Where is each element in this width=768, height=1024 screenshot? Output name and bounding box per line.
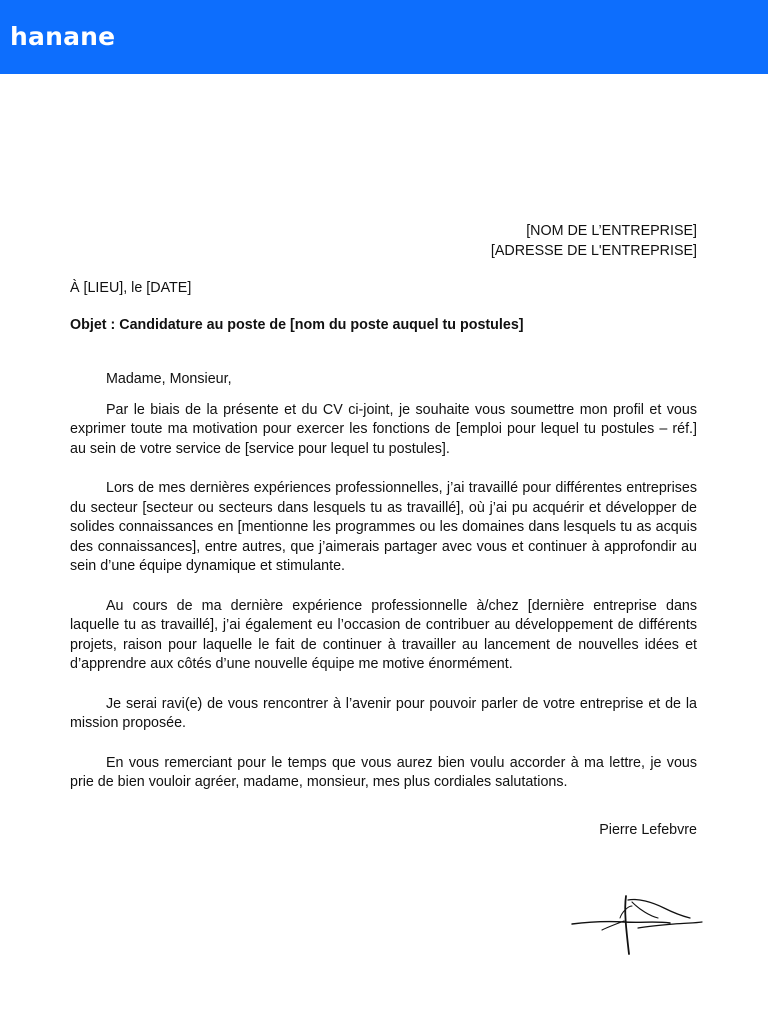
document-owner-name: hanane <box>10 22 116 51</box>
paragraph-experience: Lors de mes dernières expériences professionnelles, j’ai travaillé pour différentes entreprises du secteur [secteur ou secteurs dans lesquels tu as travaillé], où j’ai pu acquérir et développer de solides connaissances en [mentionne les programmes ou les domaines dans lesquels tu as acquis des connaissances], entre autres, que j’aimerais partager avec vous et continuer à approfondir au sein d’une équipe dynamique et stimulante. <box>70 480 697 574</box>
top-banner <box>0 0 768 74</box>
recipient-address: [ADRESSE DE L'ENTREPRISE] <box>490 242 697 259</box>
place-date: À [LIEU], le [DATE] <box>70 280 192 296</box>
signer-name: Pierre Lefebvre <box>599 821 697 838</box>
recipient-company: [NOM DE L’ENTREPRISE] <box>526 223 697 239</box>
letter-subject: Objet : Candidature au poste de [nom du poste auquel tu postules] <box>70 316 524 333</box>
recipient-block <box>70 222 697 261</box>
paragraph-meeting: Je serai ravi(e) de vous rencontrer à l’avenir pour pouvoir parler de votre entreprise et de la mission proposée. <box>70 695 697 731</box>
cover-letter <box>70 222 697 840</box>
paragraph-introduction: Par le biais de la présente et du CV ci-joint, je souhaite vous soumettre mon profil et vous exprimer toute ma motivation pour exercer les fonctions de [emploi pour lequel tu postules – réf.] au sein de votre service de [service pour lequel tu postules]. <box>70 401 697 457</box>
paragraph-last-position: Au cours de ma dernière expérience professionnelle à/chez [dernière entreprise dans laquelle tu as travaillé], j’ai également eu l’occasion de contribuer au développement de différents projets, raison pour laquelle le fait de continuer à travailler au lancement de nouvelles idées et d’apprendre aux côtés d’une nouvelle équipe me motive énormément. <box>70 597 697 672</box>
salutation: Madame, Monsieur, <box>106 371 232 387</box>
handwritten-signature <box>566 888 706 958</box>
paragraph-closing: En vous remerciant pour le temps que vous aurez bien voulu accorder à ma lettre, je vous prie de bien vouloir agréer, madame, monsieur, mes plus cordiales salutations. <box>70 754 697 790</box>
